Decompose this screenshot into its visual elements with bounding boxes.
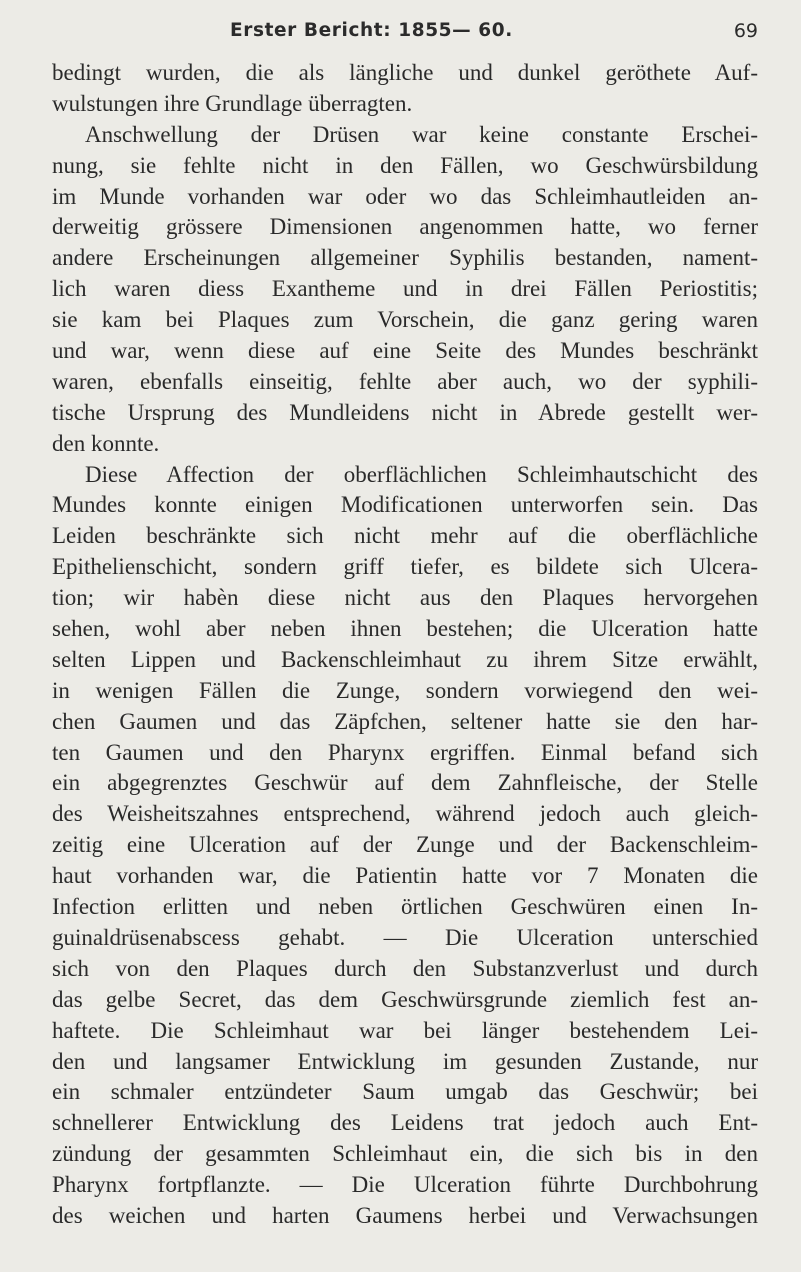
text-line: selten Lippen und Backenschleimhaut zu ihrem Sitze erwählt,	[52, 646, 758, 672]
text-line: sie kam bei Plaques zum Vorschein, die ganz gering waren	[52, 307, 758, 333]
text-line: und war, wenn diese auf eine Seite des Mundes beschränkt	[52, 338, 758, 364]
text-line: sehen, wohl aber neben ihnen bestehen; die Ulceration hatte	[52, 616, 758, 642]
text-line: schnellerer Entwicklung des Leidens trat jedoch auch Ent-	[52, 1110, 758, 1136]
text-line: andere Erscheinungen allgemeiner Syphilis bestanden, nament-	[52, 245, 758, 271]
text-line: chen Gaumen und das Zäpfchen, seltener hatte sie den har-	[52, 708, 758, 734]
text-line: Mundes konnte einigen Modificationen unterworfen sein. Das	[52, 492, 758, 518]
text-line: den konnte.	[52, 430, 160, 456]
text-line: den und langsamer Entwicklung im gesunden Zustande, nur	[52, 1048, 758, 1074]
text-line: zeitig eine Ulceration auf der Zunge und der Backenschleim-	[52, 832, 758, 858]
text-line: ten Gaumen und den Pharynx ergriffen. Einmal befand sich	[52, 739, 758, 765]
text-line: tische Ursprung des Mundleidens nicht in Abrede gestellt wer-	[52, 399, 758, 425]
text-line: derweitig grössere Dimensionen angenommen hatte, wo ferner	[52, 214, 758, 240]
body-text	[52, 58, 758, 1232]
text-line: Epithelienschicht, sondern griff tiefer, es bildete sich Ulcera-	[52, 554, 758, 580]
running-head	[52, 20, 758, 48]
text-line: wulstungen ihre Grundlage überragten.	[52, 90, 413, 116]
text-line: haut vorhanden war, die Patientin hatte vor 7 Monaten die	[52, 863, 758, 889]
text-line: Anschwellung der Drüsen war keine constante Erschei-	[85, 121, 758, 147]
text-line: Diese Affection der oberflächlichen Schleimhautschicht des	[85, 461, 758, 487]
text-line: bedingt wurden, die als längliche und dunkel geröthete Auf-	[52, 60, 758, 85]
text-line: lich waren diess Exantheme und in drei Fällen Periostitis;	[52, 276, 758, 302]
page-number: 69	[733, 20, 758, 42]
running-title: Erster Bericht: 1855— 60.	[230, 20, 513, 41]
text-line: in wenigen Fällen die Zunge, sondern vorwiegend den wei-	[52, 677, 758, 703]
text-line: das gelbe Secret, das dem Geschwürsgrunde ziemlich fest an-	[52, 986, 758, 1012]
text-line: guinaldrüsenabscess gehabt. — Die Ulceration unterschied	[52, 924, 758, 950]
text-line: Pharynx fortpflanzte. — Die Ulceration führte Durchbohrung	[52, 1172, 758, 1198]
text-line: im Munde vorhanden war oder wo das Schleimhautleiden an-	[52, 183, 758, 209]
text-line: Leiden beschränkte sich nicht mehr auf die oberflächliche	[52, 523, 758, 549]
text-line: haftete. Die Schleimhaut war bei länger bestehendem Lei-	[52, 1017, 758, 1043]
text-line: waren, ebenfalls einseitig, fehlte aber auch, wo der syphili-	[52, 368, 758, 394]
text-line: ein abgegrenztes Geschwür auf dem Zahnfleische, der Stelle	[52, 770, 758, 796]
text-line: zündung der gesammten Schleimhaut ein, die sich bis in den	[52, 1141, 758, 1167]
text-line: Infection erlitten und neben örtlichen Geschwüren einen In-	[52, 894, 758, 920]
text-line: nung, sie fehlte nicht in den Fällen, wo Geschwürsbildung	[52, 152, 758, 178]
text-line: des weichen und harten Gaumens herbei und Verwachsungen	[52, 1202, 758, 1228]
text-line: tion; wir habèn diese nicht aus den Plaques hervorgehen	[52, 585, 758, 611]
text-line: des Weisheitszahnes entsprechend, während jedoch auch gleich-	[52, 801, 758, 827]
text-line: ein schmaler entzündeter Saum umgab das Geschwür; bei	[52, 1079, 758, 1105]
text-line: sich von den Plaques durch den Substanzverlust und durch	[52, 955, 758, 981]
